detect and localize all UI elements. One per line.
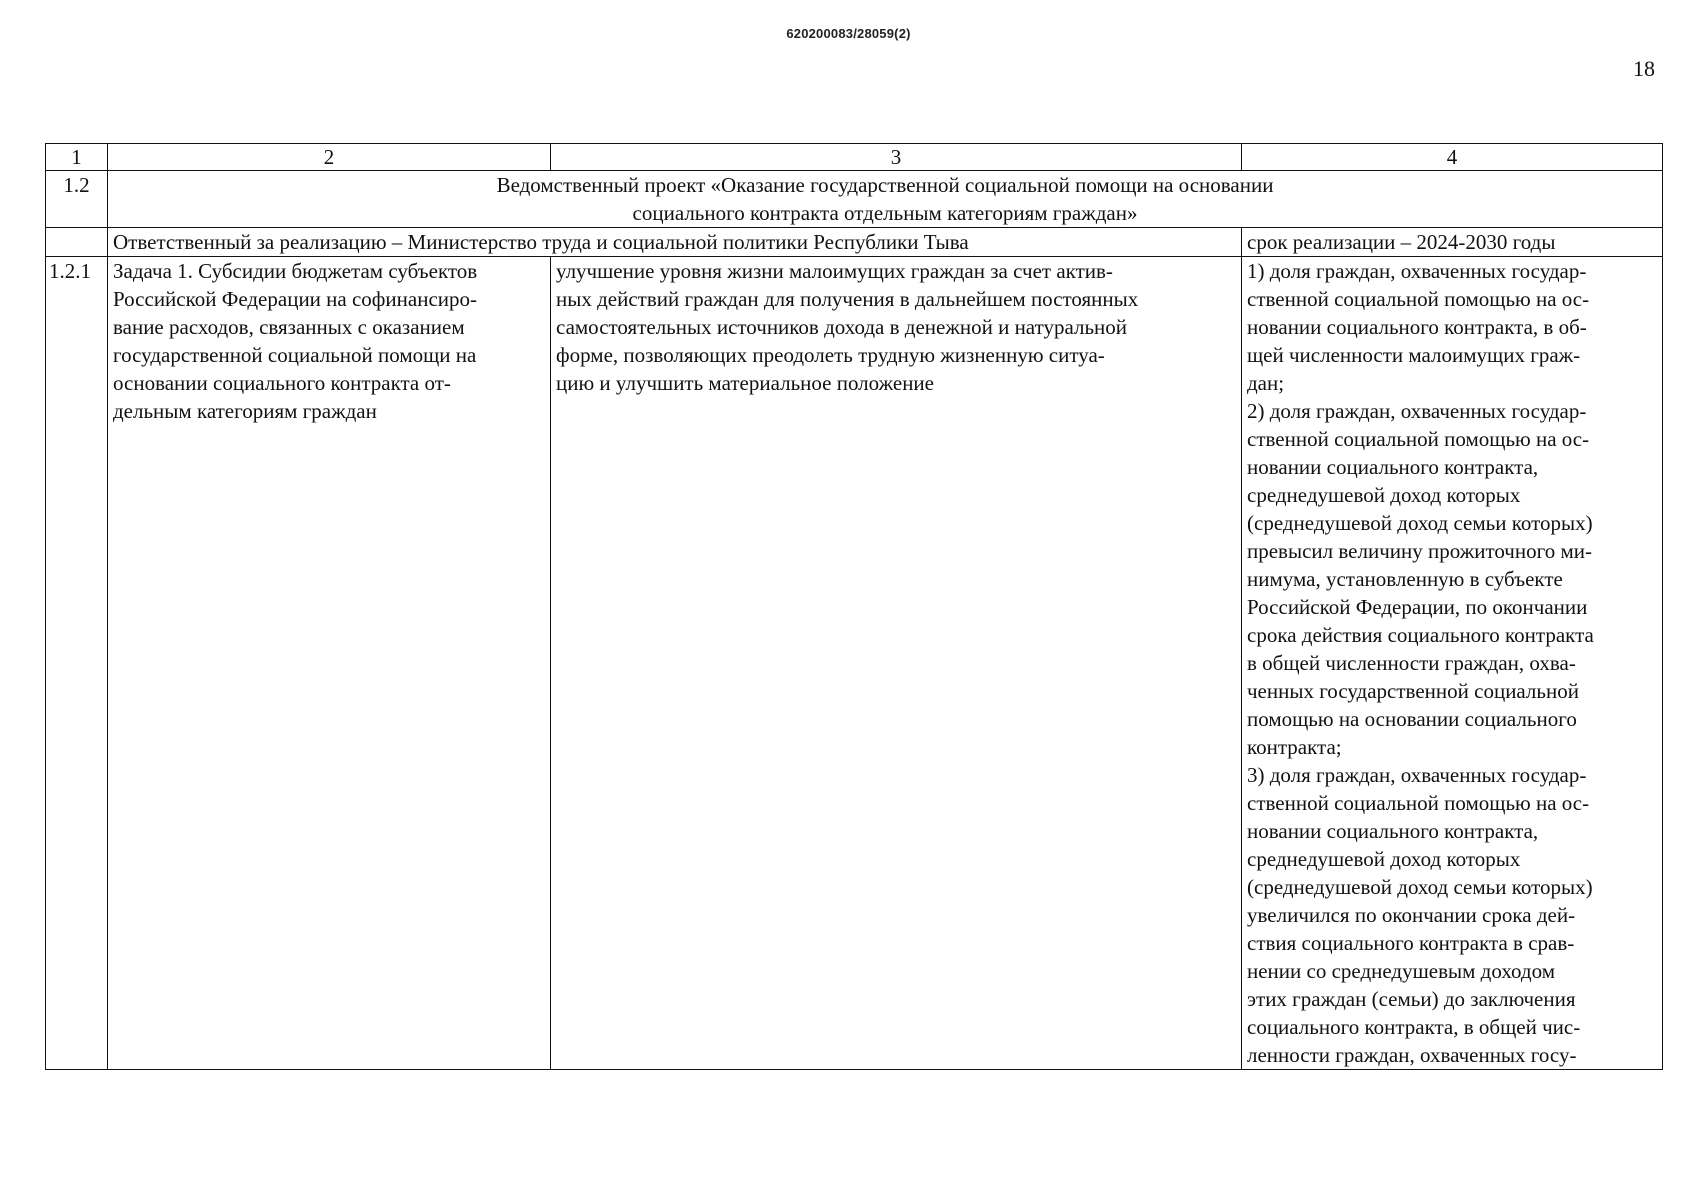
text-line: помощью на основании социального [1247,707,1577,731]
column-number-2: 2 [108,144,551,171]
text-line: самостоятельных источников дохода в денежной и натуральной [556,315,1128,339]
text-line: 2) доля граждан, охваченных государ- [1247,399,1587,423]
text-line: новании социального контракта, в об- [1247,315,1587,339]
responsible-text: Ответственный за реализацию – Министерство труда и социальной политики Республики Тыва [108,228,1242,257]
text-line: ченных государственной социальной [1247,679,1579,703]
text-line: Российской Федерации на софинансиро- [113,287,477,311]
column-number-4: 4 [1242,144,1663,171]
text-line: этих граждан (семьи) до заключения [1247,987,1576,1011]
text-line: улучшение уровня жизни малоимущих граждан за счет актив- [556,259,1113,283]
task-number: 1.2.1 [46,257,108,1070]
text-line: ных действий граждан для получения в дальнейшем постоянных [556,287,1139,311]
text-line: ственной социальной помощью на ос- [1247,427,1590,451]
task-description [108,257,551,1070]
project-title-line: социального контракта отдельным категориям граждан» [632,201,1138,225]
text-line: ленности граждан, охваченных госу- [1247,1043,1577,1067]
text-line: 1) доля граждан, охваченных государ- [1247,259,1587,283]
text-line: ственной социальной помощью на ос- [1247,287,1590,311]
text-line: вание расходов, связанных с оказанием [113,315,465,339]
text-line: увеличился по окончании срока дей- [1247,903,1576,927]
text-line: нении со среднедушевым доходом [1247,959,1555,983]
text-line: государственной социальной помощи на [113,343,477,367]
project-number: 1.2 [46,171,108,228]
column-number-row [46,144,1663,171]
project-title-line: Ведомственный проект «Оказание государственной социальной помощи на основании [496,173,1274,197]
task-indicators [1242,257,1663,1070]
text-line: новании социального контракта, [1247,819,1539,843]
text-line: дан; [1247,371,1285,395]
text-line: срока действия социального контракта [1247,623,1594,647]
program-table [45,143,1663,1070]
text-line: ственной социальной помощью на ос- [1247,791,1590,815]
text-line: нимума, установленную в субъекте [1247,567,1563,591]
task-effect [551,257,1242,1070]
column-number-1: 1 [46,144,108,171]
text-line: Задача 1. Субсидии бюджетам субъектов [113,259,478,283]
text-line: щей численности малоимущих граж- [1247,343,1581,367]
project-row [46,171,1663,228]
text-line: основании социального контракта от- [113,371,451,395]
implementation-term: срок реализации – 2024-2030 годы [1242,228,1663,257]
text-line: (среднедушевой доход семьи которых) [1247,875,1593,899]
task-row [46,257,1663,1070]
project-title [108,171,1663,228]
text-line: превысил величину прожиточного ми- [1247,539,1592,563]
text-line: (среднедушевой доход семьи которых) [1247,511,1593,535]
text-line: 3) доля граждан, охваченных государ- [1247,763,1587,787]
text-line: среднедушевой доход которых [1247,483,1521,507]
responsible-row [46,228,1663,257]
column-number-3: 3 [551,144,1242,171]
text-line: в общей численности граждан, охва- [1247,651,1576,675]
text-line: среднедушевой доход которых [1247,847,1521,871]
text-line: контракта; [1247,735,1342,759]
page-number: 18 [1633,56,1655,81]
text-line: социального контракта, в общей чис- [1247,1015,1581,1039]
document-code: 620200083/28059(2) [786,26,911,41]
responsible-empty-cell [46,228,108,257]
text-line: Российской Федерации, по окончании [1247,595,1588,619]
text-line: дельным категориям граждан [113,399,377,423]
text-line: новании социального контракта, [1247,455,1539,479]
text-line: ствия социального контракта в срав- [1247,931,1575,955]
text-line: форме, позволяющих преодолеть трудную жизненную ситуа- [556,343,1105,367]
text-line: цию и улучшить материальное положение [556,371,934,395]
